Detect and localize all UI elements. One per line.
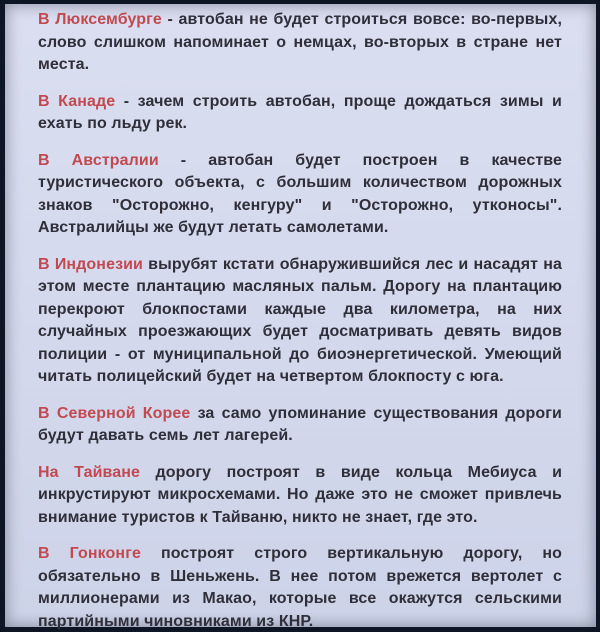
- joke-list: [38, 9, 562, 632]
- joke-paragraph: [38, 9, 562, 77]
- country-lead: В Гонконге: [38, 545, 141, 562]
- joke-paragraph: [38, 462, 562, 530]
- country-lead: В Северной Корее: [38, 404, 191, 422]
- paragraph-text: - зачем строить автобан, проще дождаться зимы и ехать по льду рек.: [38, 92, 562, 132]
- paragraph-text: - автобан будет построен в качестве туристического объекта, с большим количеством дорожных знаков "Осторожно, кенгуру" и "Осторожно, утконосы". Австралийцы же будут летать самолетами.: [38, 151, 562, 236]
- joke-paragraph: [38, 254, 562, 389]
- joke-paragraph: [38, 150, 562, 240]
- country-lead: В Индонезии: [38, 255, 143, 273]
- joke-paragraph: [38, 403, 562, 448]
- paragraph-text: построят строго вертикальную дорогу, но обязательно в Шеньжень. В нее потом врежется вертолет с миллионерами из Макао, которые все окажутся сельскими партийными чиновниками из КНР.: [38, 545, 562, 630]
- country-lead: В Люксембурге: [38, 11, 162, 28]
- joke-paragraph: [38, 91, 562, 136]
- paragraph-text: - автобан не будет строиться вовсе: во-первых, слово слишком напоминает о немцах, во-вторых в стране нет места.: [38, 11, 562, 73]
- joke-paragraph: [38, 543, 562, 632]
- country-lead: В Австралии: [38, 151, 159, 169]
- country-lead: На Тайване: [38, 463, 141, 481]
- paragraph-text: дорогу построят в виде кольца Мебиуса и инкрустируют микросхемами. Но даже это не сможет привлечь внимание туристов к Тайваню, никто не знает, где это.: [38, 463, 563, 526]
- country-lead: В Канаде: [38, 92, 116, 110]
- paragraph-text: за само упоминание существования дороги будут давать семь лет лагерей.: [38, 404, 562, 444]
- paragraph-text: вырубят кстати обнаружившийся лес и насадят на этом месте плантацию масляных пальм. Дорогу на плантацию перекроют блокпостами каждые два километра, на них случайных проезжающих будет досматривать девять видов полиции - от муниципальной до биоэнергетической. Умеющий читать полицейский будет на четвертом блокпосту с юга.: [38, 255, 562, 385]
